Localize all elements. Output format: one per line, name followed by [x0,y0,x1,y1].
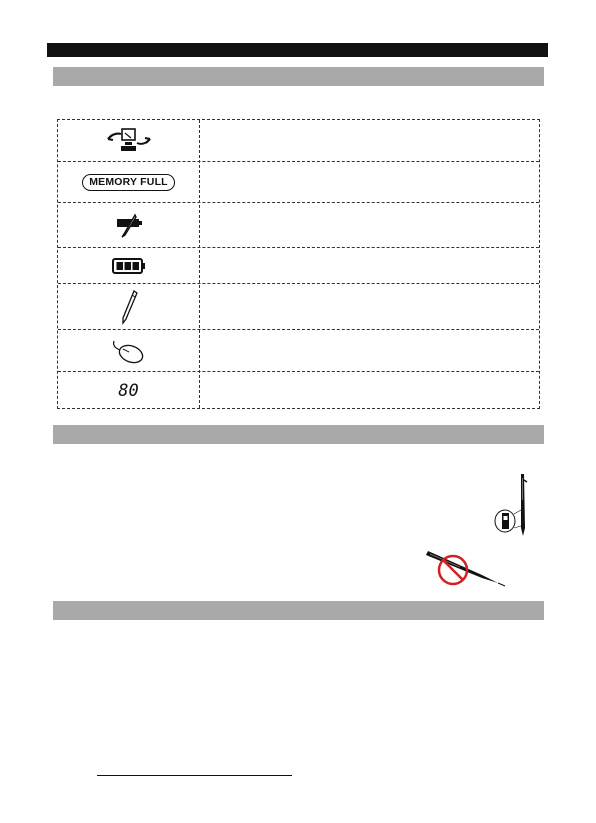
table-row [58,284,539,330]
table-row [58,120,539,162]
icon-cell [58,120,199,161]
icon-cell [58,330,199,371]
mouse-icon [111,338,147,364]
header-bar [47,43,548,57]
description-cell [200,248,539,283]
pen-icon [118,289,140,325]
table-row [58,248,539,284]
table-row [58,203,539,248]
description-cell [200,330,539,371]
description-cell [200,203,539,247]
footnote-divider [97,775,292,776]
section-bar-3 [53,601,544,620]
icon-cell [58,162,199,202]
table-row [58,372,539,409]
digit-display-icon: 80 [118,380,139,401]
description-cell [200,162,539,202]
memory-full-badge: MEMORY FULL [82,174,175,191]
table-row [58,330,539,372]
icon-cell [58,284,199,329]
pen-battery-low-icon [114,212,144,238]
icon-cell [58,203,199,247]
table-row [58,162,539,203]
description-cell [200,120,539,161]
description-cell [200,284,539,329]
section-bar-2 [53,425,544,444]
pc-connection-icon [106,126,152,156]
description-cell [200,372,539,409]
battery-full-icon [112,258,146,274]
icon-cell [58,372,199,409]
no-pen-misuse-illustration [420,545,510,591]
icon-cell [58,248,199,283]
icon-table [57,119,540,409]
pen-cap-illustration [490,470,540,540]
section-bar-1 [53,67,544,86]
